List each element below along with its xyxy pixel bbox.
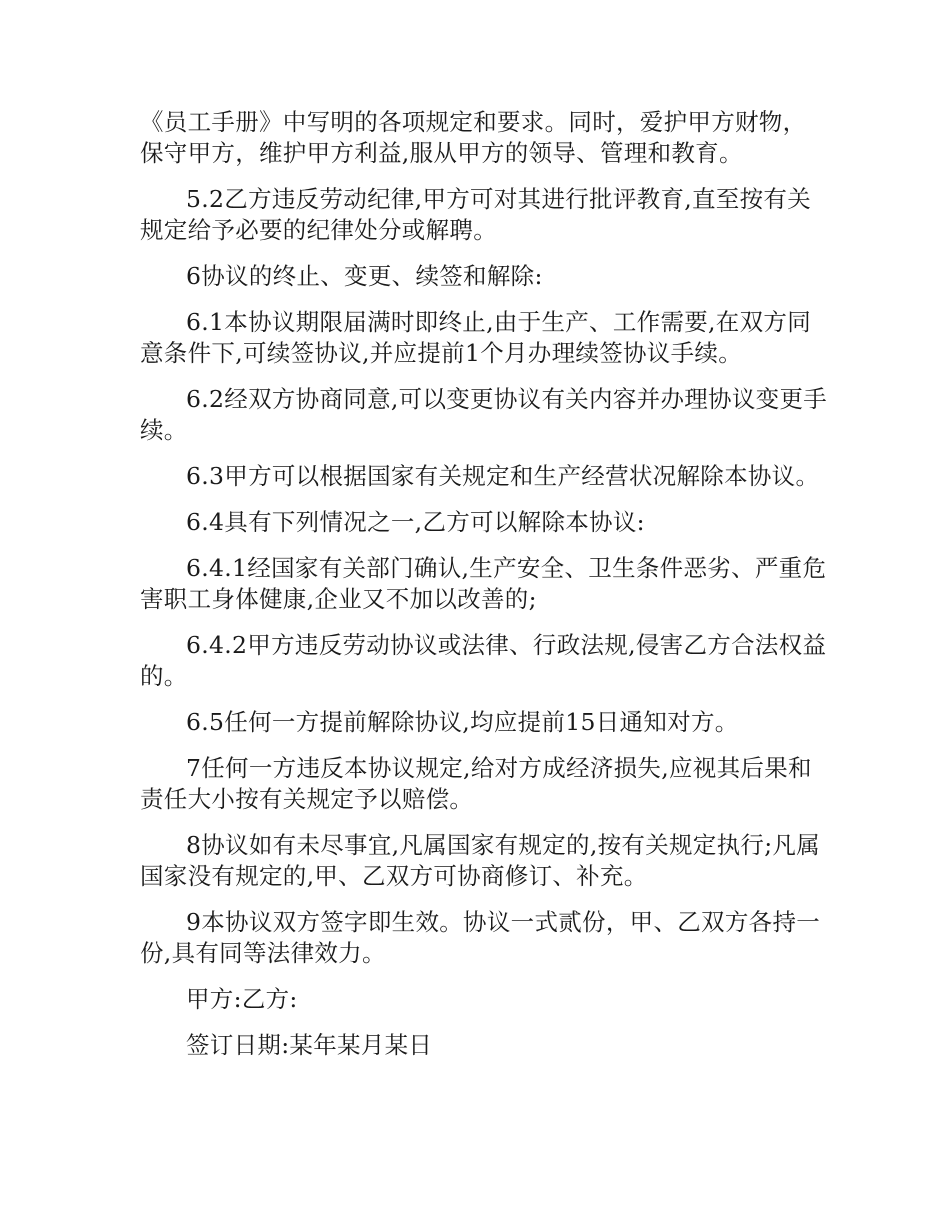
paragraph-6-heading: 6协议的终止、变更、续签和解除: bbox=[186, 262, 543, 290]
paragraph-6-4-2: 6.4.2甲方违反劳动协议或法律、行政法规,侵害乙方合法权益的。 bbox=[140, 631, 827, 690]
paragraph-6-2: 6.2经双方协商同意,可以变更协议有关内容并办理协议变更手续。 bbox=[140, 385, 828, 444]
signature-line: 甲方:乙方: bbox=[186, 985, 298, 1013]
paragraph-continuation: 《员工手册》中写明的各项规定和要求。同时，爱护甲方财物，保守甲方，维护甲方利益,服从甲方的领导、管理和教育。 bbox=[140, 108, 807, 167]
paragraph-9: 9本协议双方签字即生效。协议一式贰份，甲、乙双方各持一份,具有同等法律效力。 bbox=[140, 908, 821, 967]
paragraph-6-4-1: 6.4.1经国家有关部门确认,生产安全、卫生条件恶劣、严重危害职工身体健康,企业又不加以改善的; bbox=[140, 554, 827, 613]
paragraph-7: 7任何一方违反本协议规定,给对方成经济损失,应视其后果和责任大小按有关规定予以赔偿。 bbox=[140, 754, 812, 813]
paragraph-6-3: 6.3甲方可以根据国家有关规定和生产经营状况解除本协议。 bbox=[186, 462, 820, 490]
document-body bbox=[140, 107, 830, 1076]
paragraph-6-1: 6.1本协议期限届满时即终止,由于生产、工作需要,在双方同意条件下,可续签协议,并应提前1个月办理续签协议手续。 bbox=[140, 308, 812, 367]
date-line: 签订日期:某年某月某日 bbox=[186, 1031, 433, 1059]
paragraph-5-2: 5.2乙方违反劳动纪律,甲方可对其进行批评教育,直至按有关规定给予必要的纪律处分或解聘。 bbox=[140, 185, 812, 244]
paragraph-6-4: 6.4具有下列情况之一,乙方可以解除本协议: bbox=[186, 508, 645, 536]
paragraph-6-5: 6.5任何一方提前解除协议,均应提前15日通知对方。 bbox=[186, 708, 739, 736]
paragraph-8: 8协议如有未尽事宜,凡属国家有规定的,按有关规定执行;凡属国家没有规定的,甲、乙双方可协商修订、补充。 bbox=[140, 831, 821, 890]
